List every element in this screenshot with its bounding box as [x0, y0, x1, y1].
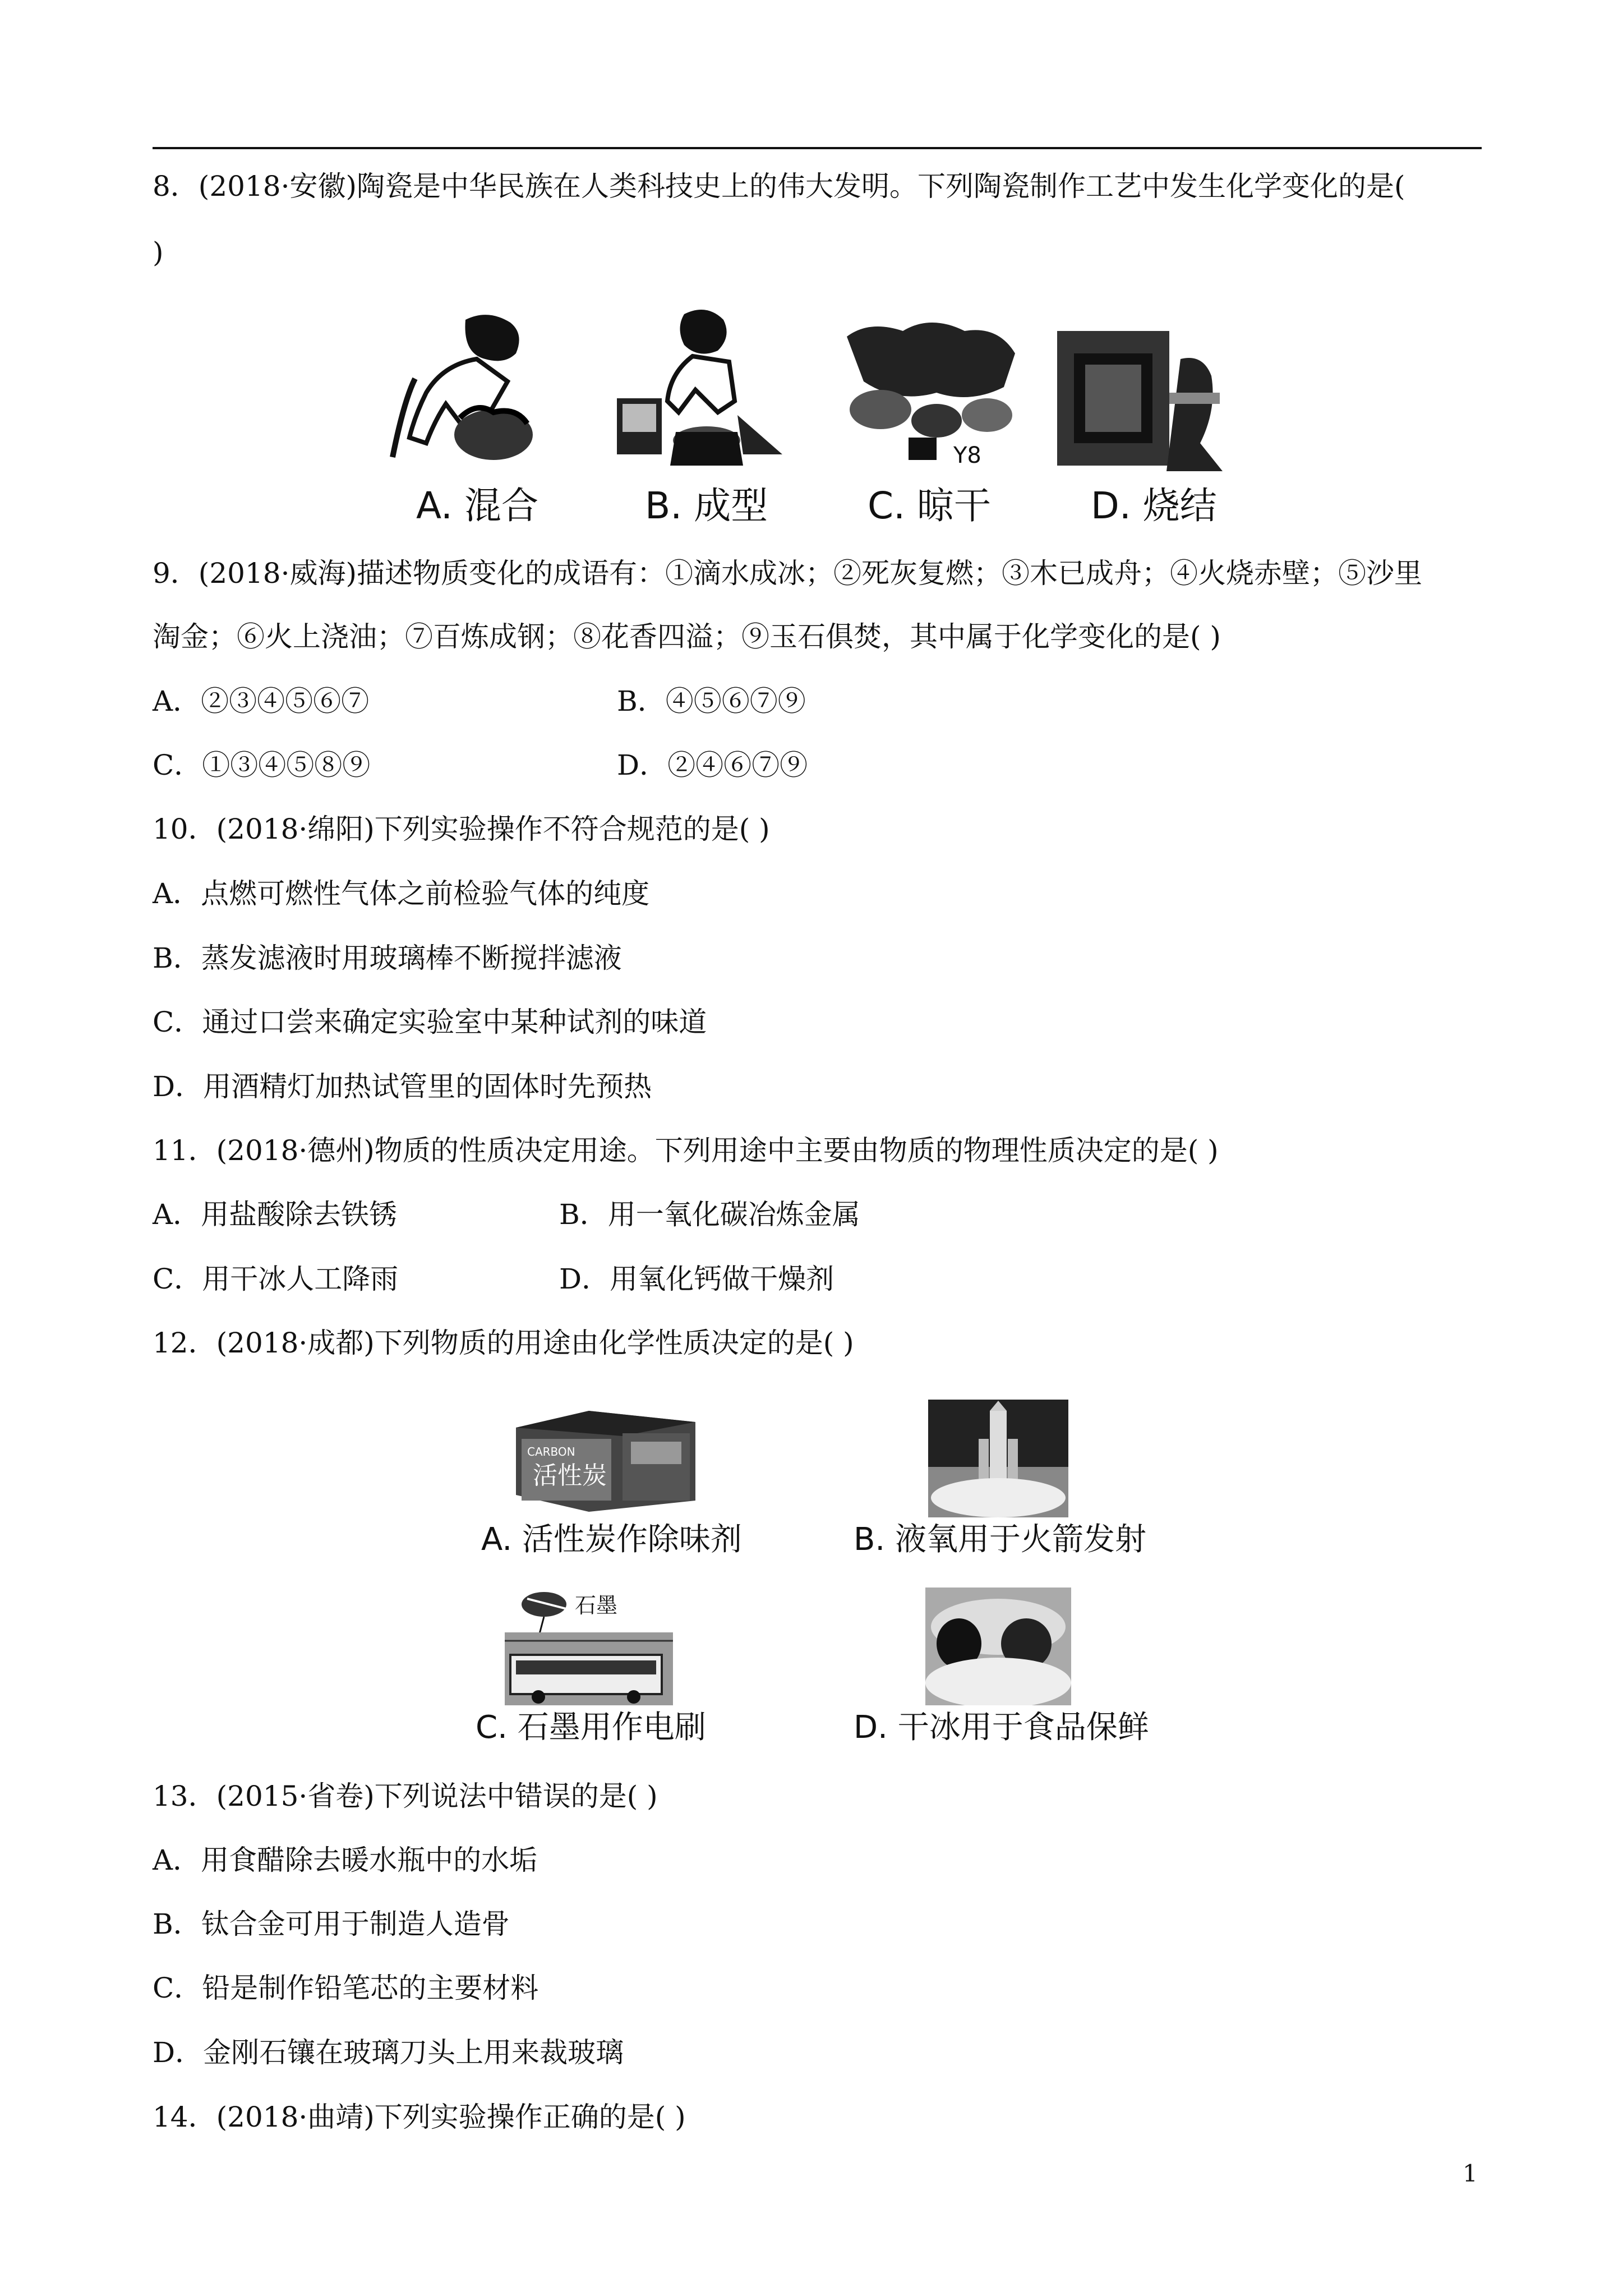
q8-caption-b: B. 成型 — [645, 484, 768, 527]
svg-text:Y8: Y8 — [953, 443, 981, 468]
q13-stem: 13．(2015·省卷)下列说法中错误的是( ) — [153, 1780, 658, 1812]
q10-option-b: B．蒸发滤液时用玻璃棒不断搅拌滤液 — [153, 942, 622, 974]
q9-stem-line2: 淘金；⑥火上浇油；⑦百炼成钢；⑧花香四溢；⑨玉石俱焚，其中属于化学变化的是( ) — [153, 620, 1221, 653]
q12-caption-c: C. 石墨用作电刷 — [476, 1709, 706, 1746]
q12-caption-a: A. 活性炭作除味剂 — [481, 1521, 742, 1558]
q13-option-d: D．金刚石镶在玻璃刀头上用来裁玻璃 — [153, 2036, 624, 2069]
q12-graphite-label: 石墨 — [575, 1593, 618, 1618]
q9-option-a: A．②③④⑤⑥⑦ — [153, 685, 370, 717]
page-number: 1 — [1463, 2160, 1478, 2187]
q11-stem: 11．(2018·德州)物质的性质决定用途。下列用途中主要由物质的物理性质决定的是( ) — [153, 1134, 1219, 1167]
q9-stem-line1: 9．(2018·威海)描述物质变化的成语有：①滴水成冰；②死灰复燃；③木已成舟；④火烧赤壁；⑤沙里 — [153, 557, 1422, 590]
q8-caption-a: A. 混合 — [416, 484, 538, 527]
q8-caption-d: D. 烧结 — [1091, 484, 1217, 527]
q14-stem: 14．(2018·曲靖)下列实验操作正确的是( ) — [153, 2101, 686, 2133]
q10-stem: 10．(2018·绵阳)下列实验操作不符合规范的是( ) — [153, 813, 770, 845]
q12-image-dry-ice — [925, 1588, 1071, 1705]
q13-option-a: A．用食醋除去暖水瓶中的水垢 — [153, 1844, 538, 1876]
header-rule — [153, 147, 1482, 149]
q11-option-b: B．用一氧化碳冶炼金属 — [559, 1198, 860, 1231]
q10-option-d: D．用酒精灯加热试管里的固体时先预热 — [153, 1070, 652, 1103]
q12-image-graphite-bus — [505, 1588, 673, 1705]
q11-option-c: C．用干冰人工降雨 — [153, 1263, 399, 1295]
q13-option-b: B．钛合金可用于制造人造骨 — [153, 1908, 510, 1940]
q8-stem-line2: ) — [153, 236, 164, 269]
q10-option-c: C．通过口尝来确定实验室中某种试剂的味道 — [153, 1006, 707, 1038]
q8-image-sintering — [1052, 320, 1248, 477]
q13-option-c: C．铅是制作铅笔芯的主要材料 — [153, 1972, 539, 2004]
q9-option-d: D．②④⑥⑦⑨ — [617, 749, 808, 781]
q12-stem: 12．(2018·成都)下列物质的用途由化学性质决定的是( ) — [153, 1327, 854, 1359]
q9-option-c: C．①③④⑤⑧⑨ — [153, 749, 371, 781]
q12-caption-b: B. 液氧用于火箭发射 — [854, 1521, 1147, 1558]
q8-image-drying — [841, 314, 1021, 477]
q12-caption-d: D. 干冰用于食品保鲜 — [854, 1709, 1149, 1746]
q12-image-rocket-launch — [928, 1400, 1068, 1517]
q10-option-a: A．点燃可燃性气体之前检验气体的纯度 — [153, 877, 650, 910]
q11-option-a: A．用盐酸除去铁锈 — [153, 1198, 398, 1231]
q9-option-b: B．④⑤⑥⑦⑨ — [617, 685, 806, 717]
q8-stem-line1: 8．(2018·安徽)陶瓷是中华民族在人类科技史上的伟大发明。下列陶瓷制作工艺中发生化学变化的是( — [153, 170, 1405, 203]
q12-box-label-cn: 活性炭 — [533, 1461, 607, 1490]
q12-box-label-en: CARBON — [527, 1445, 575, 1458]
q8-image-shaping — [608, 303, 794, 477]
q8-image-mixing — [381, 306, 572, 474]
q12-image-activated-carbon-box — [510, 1405, 701, 1512]
q11-option-d: D．用氧化钙做干燥剂 — [559, 1263, 834, 1295]
q8-caption-c: C. 晾干 — [868, 484, 992, 527]
